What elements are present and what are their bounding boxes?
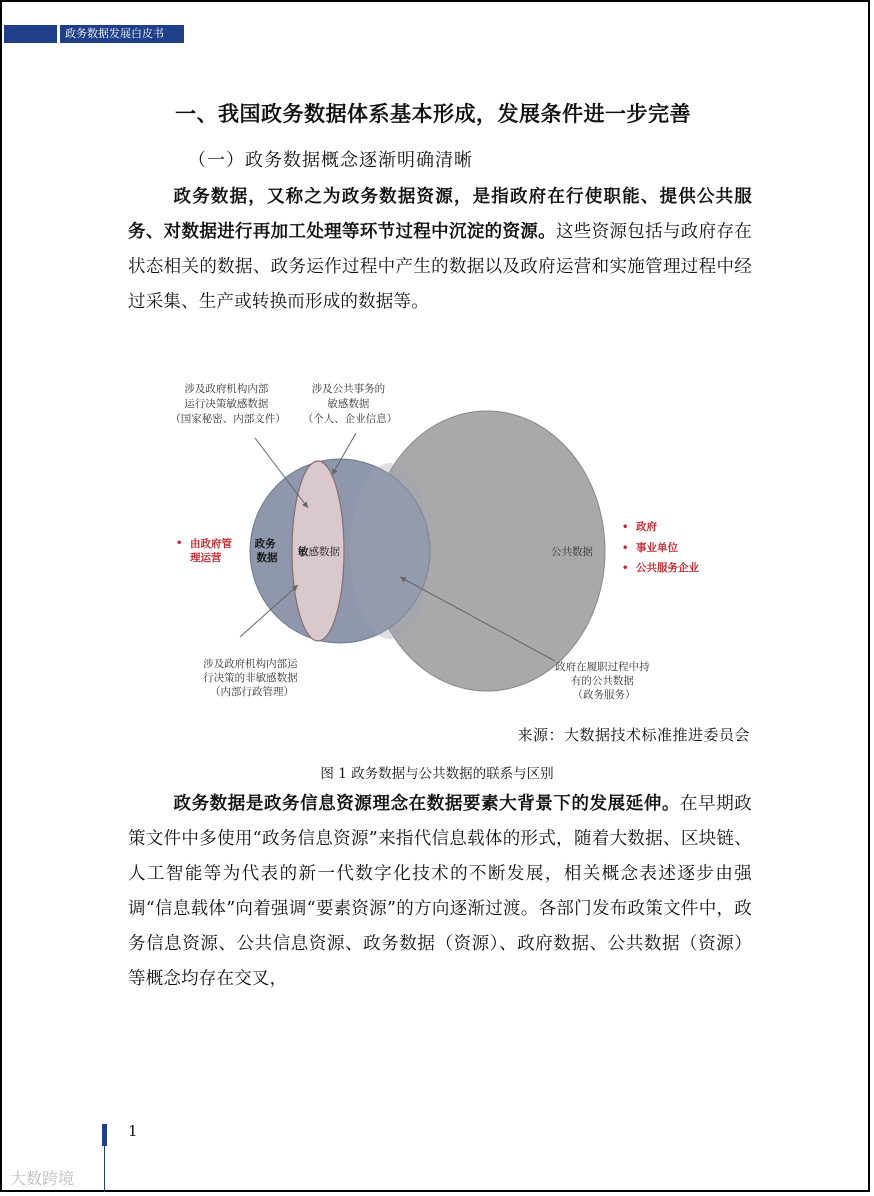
svg-text:•: • — [622, 563, 629, 574]
left-red-label: 由政府管 理运营 — [190, 538, 232, 564]
note-top-left: 涉及政府机构内部 运行决策敏感数据 （国家秘密、内部文件） — [170, 383, 286, 425]
paragraph-2 — [128, 787, 752, 997]
paragraph-2-bold-lead: 政务数据是政务信息资源理念在数据要素大背景下的发展延伸。 — [173, 794, 681, 814]
svg-text:•: • — [622, 522, 629, 533]
header-section-label: 政务数据发展白皮书 — [60, 25, 184, 43]
paragraph-1-text: 这些资源包括与政府存在状态相关的数据、政务运作过程中产生的数据以及政府运营和实施管理过程中经过采集、生产或转换而形成的数据等。 — [128, 222, 752, 312]
right-red-item-gov: 政府 — [636, 521, 657, 533]
venn-diagram — [160, 375, 740, 710]
watermark: 大数跨境 — [10, 1169, 75, 1188]
note-top-mid: 涉及公共事务的 敏感数据 （个人、企业信息） — [302, 383, 398, 425]
right-red-item-enterprise: 公共服务企业 — [636, 562, 699, 574]
page-marker-bar — [102, 1124, 107, 1146]
public-data-label: 公共数据 — [551, 546, 593, 558]
figure-caption: 图 1 政务数据与公共数据的联系与区别 — [320, 766, 554, 782]
sensitive-data-label: 敏感数据 — [298, 546, 340, 558]
left-red-bullet: • — [176, 538, 183, 549]
svg-text:•: • — [622, 543, 629, 554]
overlap-region — [350, 463, 430, 639]
gov-data-label: 政务 数据 — [254, 538, 278, 564]
note-bottom-left: 涉及政府机构内部运 行决策的非敏感数据 （内部行政管理） — [203, 658, 298, 698]
page-number: 1 — [128, 1122, 138, 1140]
page-marker-line — [104, 1146, 105, 1192]
venn-diagram-figure — [160, 375, 740, 710]
paragraph-2-text: 在早期政策文件中多使用“政务信息资源”来指代信息载体的形式，随着大数据、区块链、人工智能等为代表的新一代数字化技术的不断发展，相关概念表述逐步由强调“信息载体”向着强调“要素资源”的方向逐渐过渡。各部门发布政策文件中，政务信息资源、公共信息资源、政务数据（资源）、政府数据、公共数据（资源）等概念均存在交叉， — [128, 794, 752, 989]
paragraph-1 — [128, 180, 752, 320]
figure-source: 来源：大数据技术标准推进委员会 — [517, 726, 750, 744]
right-red-item-institution: 事业单位 — [636, 542, 678, 554]
heading-level-2: （一）政务数据概念逐渐明确清晰 — [188, 150, 473, 171]
paragraph-1-bold-lead: 政务数据，又称之为政务数据资源，是指政府在行使职能、提供公共服务、对数据进行再加工处理等环节过程中沉淀的资源。 — [128, 187, 752, 242]
right-red-list — [622, 520, 699, 574]
note-bottom-right: 政府在履职过程中持 有的公共数据 （政务服务） — [555, 661, 650, 701]
heading-level-1: 一、我国政务数据体系基本形成，发展条件进一步完善 — [175, 102, 691, 126]
header-accent-bar — [4, 25, 57, 43]
